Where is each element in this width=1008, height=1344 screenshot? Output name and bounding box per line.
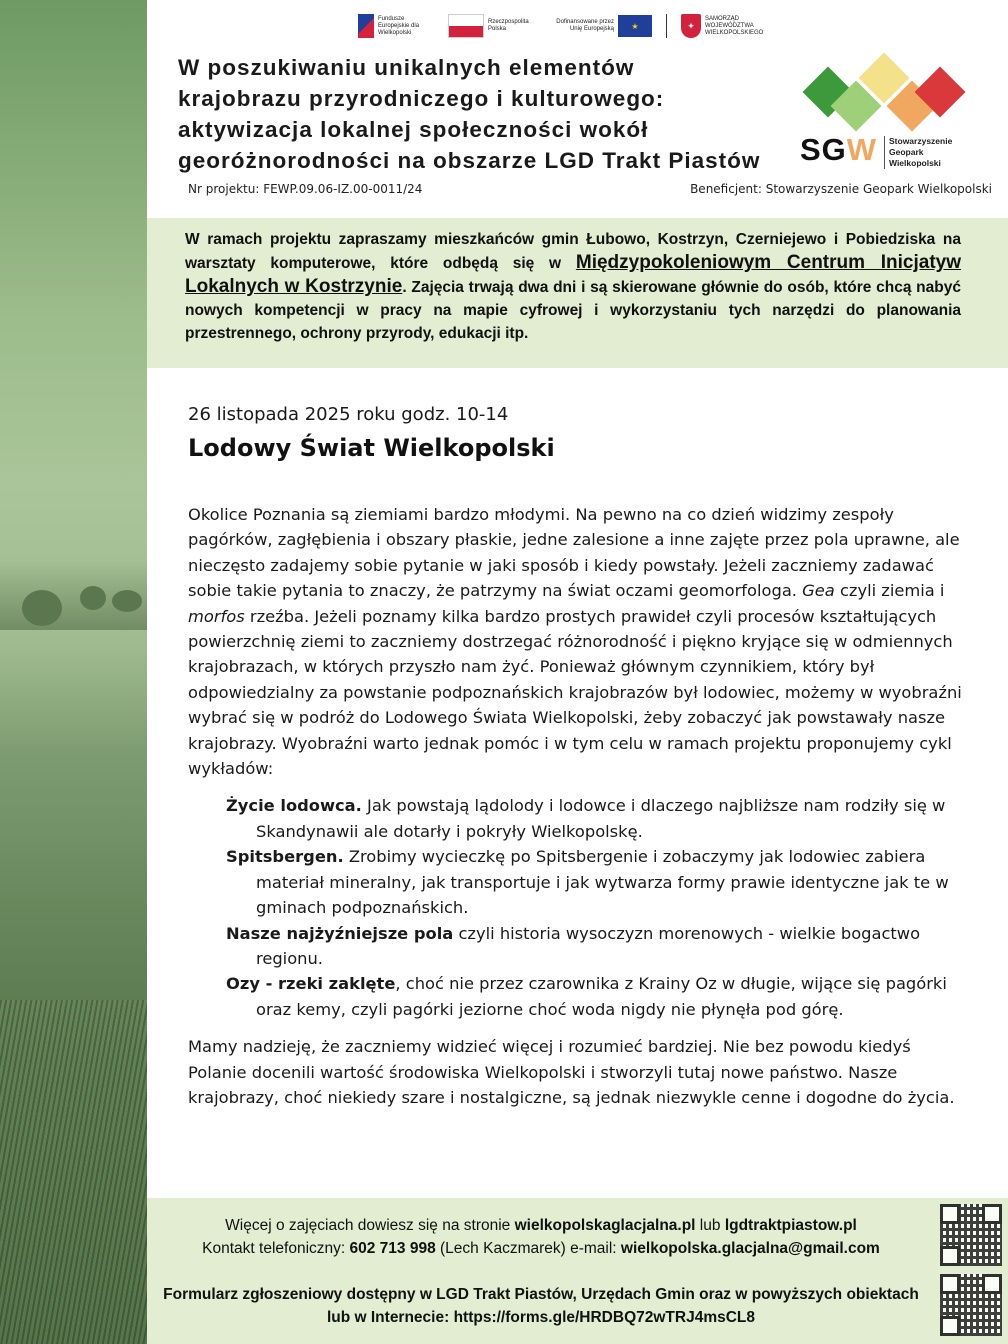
side-photo-tree [80, 586, 106, 610]
wielkopolska-eagle-icon: ✦ [681, 14, 701, 38]
spacer [147, 1260, 935, 1283]
qr-finder [940, 1204, 960, 1224]
title-line: krajobrazu przyrodniczego i kulturowego: [178, 86, 665, 111]
paragraph: Mamy nadzieję, że zaczniemy widzieć więcej i rozumieć bardziej. Nie bez powodu kiedyś Polanie docenili wartość środowiska Wielkopolski i stworzyli tutaj nowe państwo. Nasze krajobrazy, choć niekiedy szare i nostalgiczne, są jednak niezwykle cenne i dogodne do życia. [188, 1037, 955, 1107]
sgw-logo [798, 54, 968, 174]
list-item: Życie lodowca. Jak powstają lądolody i lodowce i dlaczego najbliższe nam rodziły się w Skandynawii ale dotarły i pokryły Wielkopolskę. [226, 796, 946, 841]
event-title: Lodowy Świat Wielkopolski [188, 434, 555, 462]
event-date: 26 listopada 2025 roku godz. 10-14 [188, 404, 509, 425]
logo-rp [448, 14, 534, 38]
email-link[interactable]: wielkopolska.glacjalna@gmail.com [620, 1240, 880, 1257]
qr-finder [982, 1274, 1002, 1294]
logo-fe-text: Fundusze Europejskie dla Wielkopolski [378, 15, 420, 36]
qr-finder [940, 1316, 960, 1336]
beneficiary: Beneficjent: Stowarzyszenie Geopark Wielkopolski [690, 182, 992, 196]
funding-logos [358, 8, 765, 44]
title-line: aktywizacja lokalnej społeczności wokół [178, 117, 649, 142]
project-number: Nr projektu: FEWP.09.06-IZ.00-0011/24 [188, 182, 423, 196]
side-photo-tree [22, 590, 62, 626]
title-line: georóżnorodności na obszarze LGD Trakt Piastów [178, 148, 761, 173]
logo-swl [681, 14, 765, 38]
fe-icon [358, 14, 374, 38]
phone-number: 602 713 998 [349, 1240, 436, 1257]
title-line: W poszukiwaniu unikalnych elementów [178, 55, 635, 80]
site-link[interactable]: wielkopolskaglacjalna.pl [514, 1217, 696, 1234]
qr-code-icon[interactable] [940, 1274, 1002, 1336]
footer-text [147, 1214, 935, 1329]
qr-finder [940, 1274, 960, 1294]
sgw-subtitle: Stowarzyszenie Geopark Wielkopolski [884, 136, 952, 169]
footer-line-contact: Kontakt telefoniczny: 602 713 998 (Lech Kaczmarek) e-mail: wielkopolska.glacjalna@gmail.com [202, 1240, 880, 1257]
footer-line-web: Więcej o zajęciach dowiesz się na stronie wielkopolskaglacjalna.pl lub lgdtraktpiastow.pl [225, 1217, 857, 1234]
venue-name: Międzypokoleniowym Centrum Inicjatyw Lokalnych w Kostrzynie [185, 252, 962, 297]
side-photo-grass [0, 1000, 147, 1344]
footer-form-info: Formularz zgłoszeniowy dostępny w LGD Trakt Piastów, Urzędach Gmin oraz w powyższych obiektach lub w Internecie: https://forms.gle/HRDBQ72wTRJ4msCL8 [163, 1286, 919, 1326]
side-photo-landscape [0, 0, 147, 1344]
logo-separator [666, 14, 667, 38]
lecture-list [226, 793, 973, 1022]
qr-code-icon[interactable] [940, 1204, 1002, 1266]
list-item: Ozy - rzeki zaklęte, choć nie przez czarownika z Krainy Oz w długie, wijące się pagórki oraz kemy, czyli pagórki jeziorne choć woda nigdy nie płynęła pod górę. [226, 974, 947, 1019]
side-photo-tree [112, 590, 142, 612]
intro-banner [147, 218, 1008, 368]
polish-flag-icon [448, 14, 484, 38]
project-title [178, 52, 798, 176]
logo-rp-text: Rzeczpospolita Polska [488, 19, 529, 32]
qr-finder [982, 1204, 1002, 1224]
paragraph: Okolice Poznania są ziemiami bardzo młodymi. Na pewno na co dzień widzimy zespoły pagórków, zagłębienia i obszary płaskie, jedne zalesione a inne zajęte przez pola uprawne, ale nieczęsto zadajemy sobie pytanie w jaki sposób i kiedy powstały. Jeżeli zaczniemy zadawać sobie takie pytania to znaczy, że patrzymy na świat oczami geomorfologa. Gea czyli ziemia i morfos rzeźba. Jeżeli poznamy kilka bardzo prostych prawideł czyli procesów kształtujących powierzchnię ziemi to zaczniemy dostrzegać różnorodność i piękno kryjące się w odmiennych krajobrazach, w których przyszło nam żyć. Ponieważ głównym czynnikiem, który był odpowiedzialny za powstanie podpoznańskich krajobrazów był lodowiec, możemy w wyobraźni wybrać się w podróż do Lodowego Świata Wielkopolski, żeby zobaczyć jak powstawały nasze krajobrazy. Wyobraźni warto jednak pomóc i w tym celu w ramach projektu proponujemy cykl wykładów: [188, 505, 962, 779]
eu-flag-icon: ★ [618, 15, 652, 37]
logo-ue-text: Dofinansowane przez Unię Europejską [556, 19, 614, 32]
logo-ue [548, 15, 652, 37]
sgw-wordmark: SGW [800, 132, 878, 167]
qr-codes [935, 1198, 1008, 1344]
logo-swl-text: SAMORZĄD WOJEWÓDZTWA WIELKOPOLSKIEGO [705, 15, 764, 36]
site-link[interactable]: lgdtraktpiastow.pl [724, 1217, 857, 1234]
intro-text: W ramach projektu zapraszamy mieszkańców gmin Łubowo, Kostrzyn, Czerniejewo i Pobiedziska na warsztaty komputerowe, które odbędą się w Międzypokoleniowym Centrum Inicjatyw Lokalnych w Kostrzynie. Zajęcia trwają dwa dni i są skierowane głównie do osób, które chcą nabyć nowych kompetencji w pracy na mapie cyfrowej i wykorzystaniu tych narzędzi do planowania przestrennego, ochrony przyrody, edukacji itp. [185, 231, 962, 342]
logo-fe [358, 14, 434, 38]
qr-finder [940, 1246, 960, 1266]
article-body [188, 502, 973, 1110]
list-item: Nasze najżyźniejsze pola czyli historia wysoczyzn morenowych - wielkie bogactwo regionu. [226, 923, 921, 968]
footer-contact [147, 1198, 935, 1344]
list-item: Spitsbergen. Zrobimy wycieczkę po Spitsbergenie i zobaczymy jak lodowiec zabiera materiał mineralny, jak transportuje i jak wytwarza formy prawie identyczne jak te w gminach podpoznańskich. [226, 847, 949, 918]
